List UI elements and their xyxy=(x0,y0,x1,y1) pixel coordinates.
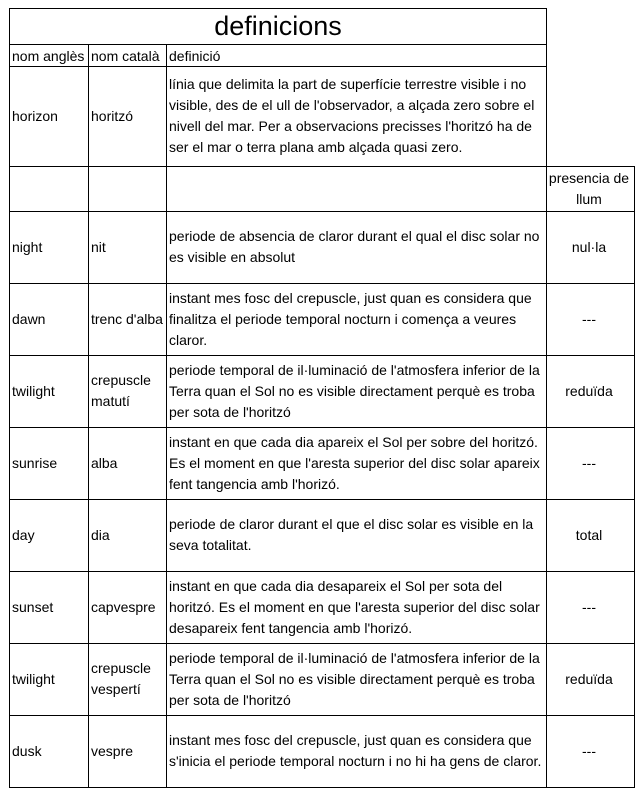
row-dawn-definition: instant mes fosc del crepuscle, just quan es considera que finalitza el periode temporal nocturn i comença a veures claror. xyxy=(169,289,532,348)
header-definition: definició xyxy=(169,47,221,64)
grid-line xyxy=(9,643,635,644)
grid-line xyxy=(9,355,635,356)
row-day-catalan: dia xyxy=(91,526,110,543)
row-sunrise-english: sunrise xyxy=(12,454,58,471)
grid-line xyxy=(9,427,635,428)
row-night-light: nul·la xyxy=(571,238,607,255)
grid-line xyxy=(9,66,547,67)
row-dawn-english: dawn xyxy=(12,310,46,327)
grid-line xyxy=(9,8,10,788)
row-horizon-english: horizon xyxy=(12,107,58,124)
grid-line xyxy=(9,499,635,500)
grid-line xyxy=(9,8,547,9)
header-catalan-name: nom català xyxy=(91,47,160,64)
row-sunset-english: sunset xyxy=(12,598,54,615)
row-sunset-catalan: capvespre xyxy=(91,598,156,615)
table-title: definicions xyxy=(214,11,342,41)
row-sunset-light: --- xyxy=(582,598,596,615)
grid-line xyxy=(9,715,635,716)
row-sunrise-catalan: alba xyxy=(91,454,118,471)
row-evening-twilight-light: reduïda xyxy=(565,670,613,687)
row-horizon-definition: línia que delimita la part de superfície terrestre visible i no visible, des de el ull de l'observador, a alçada zero sobre el nivell del mar. Per a observacions precisses l'horitzó ha de ser el mar o terra plana amb alçada quasi zero. xyxy=(169,76,535,155)
header-light-presence: presencia de llum xyxy=(548,169,630,207)
row-night-english: night xyxy=(12,238,43,255)
row-evening-twilight-catalan: crepuscle vespertí xyxy=(91,660,151,697)
row-dusk-catalan: vespre xyxy=(91,742,134,759)
row-dawn-catalan: trenc d'alba xyxy=(91,310,163,327)
grid-line xyxy=(9,44,547,45)
grid-line xyxy=(9,166,635,167)
row-night-definition: periode de absencia de claror durant el qual el disc solar no es visible en absolut xyxy=(169,228,540,265)
grid-line xyxy=(634,166,635,788)
row-night-catalan: nit xyxy=(91,238,106,255)
grid-line xyxy=(88,44,89,788)
row-evening-twilight-english: twilight xyxy=(12,670,55,687)
grid-line xyxy=(9,283,635,284)
row-sunrise-definition: instant en que cada dia apareix el Sol per sobre del horitzó. Es el moment en que l'aresta superior del disc solar apareix fent tangencia amb l'horizó. xyxy=(169,433,540,492)
row-day-definition: periode de claror durant el que el disc solar es visible en la seva totalitat. xyxy=(169,516,534,553)
row-horizon-catalan: horitzó xyxy=(91,107,134,124)
row-morning-twilight-english: twilight xyxy=(12,382,55,399)
grid-line xyxy=(9,571,635,572)
grid-line xyxy=(9,787,635,788)
grid-line xyxy=(166,44,167,788)
row-day-english: day xyxy=(12,526,35,543)
row-dawn-light: --- xyxy=(582,310,596,327)
row-evening-twilight-definition: periode temporal de il·luminació de l'atmosfera inferior de la Terra quan el Sol no es visible directament perquè es troba per sota de l'horitzó xyxy=(169,649,540,708)
row-morning-twilight-light: reduïda xyxy=(565,382,613,399)
row-sunrise-light: --- xyxy=(582,454,596,471)
grid-line xyxy=(9,211,635,212)
grid-line xyxy=(546,8,547,788)
header-english-name: nom anglès xyxy=(12,47,85,64)
row-dusk-english: dusk xyxy=(12,742,42,759)
row-day-light: total xyxy=(575,526,603,543)
row-morning-twilight-definition: periode temporal de il·luminació de l'atmosfera inferior de la Terra quan el Sol no es visible directament perquè es troba per sota de l'horitzó xyxy=(169,361,540,420)
row-dusk-definition: instant mes fosc del crepuscle, just quan es considera que s'inicia el periode temporal nocturn i no hi ha gens de claror. xyxy=(169,732,542,769)
row-morning-twilight-catalan: crepuscle matutí xyxy=(91,372,151,409)
row-dusk-light: --- xyxy=(582,742,596,759)
row-sunset-definition: instant en que cada dia desapareix el Sol per sota del horitzó. Es el moment en que l'aresta superior del disc solar desapareix fent tangencia amb l'horizó. xyxy=(169,577,540,636)
